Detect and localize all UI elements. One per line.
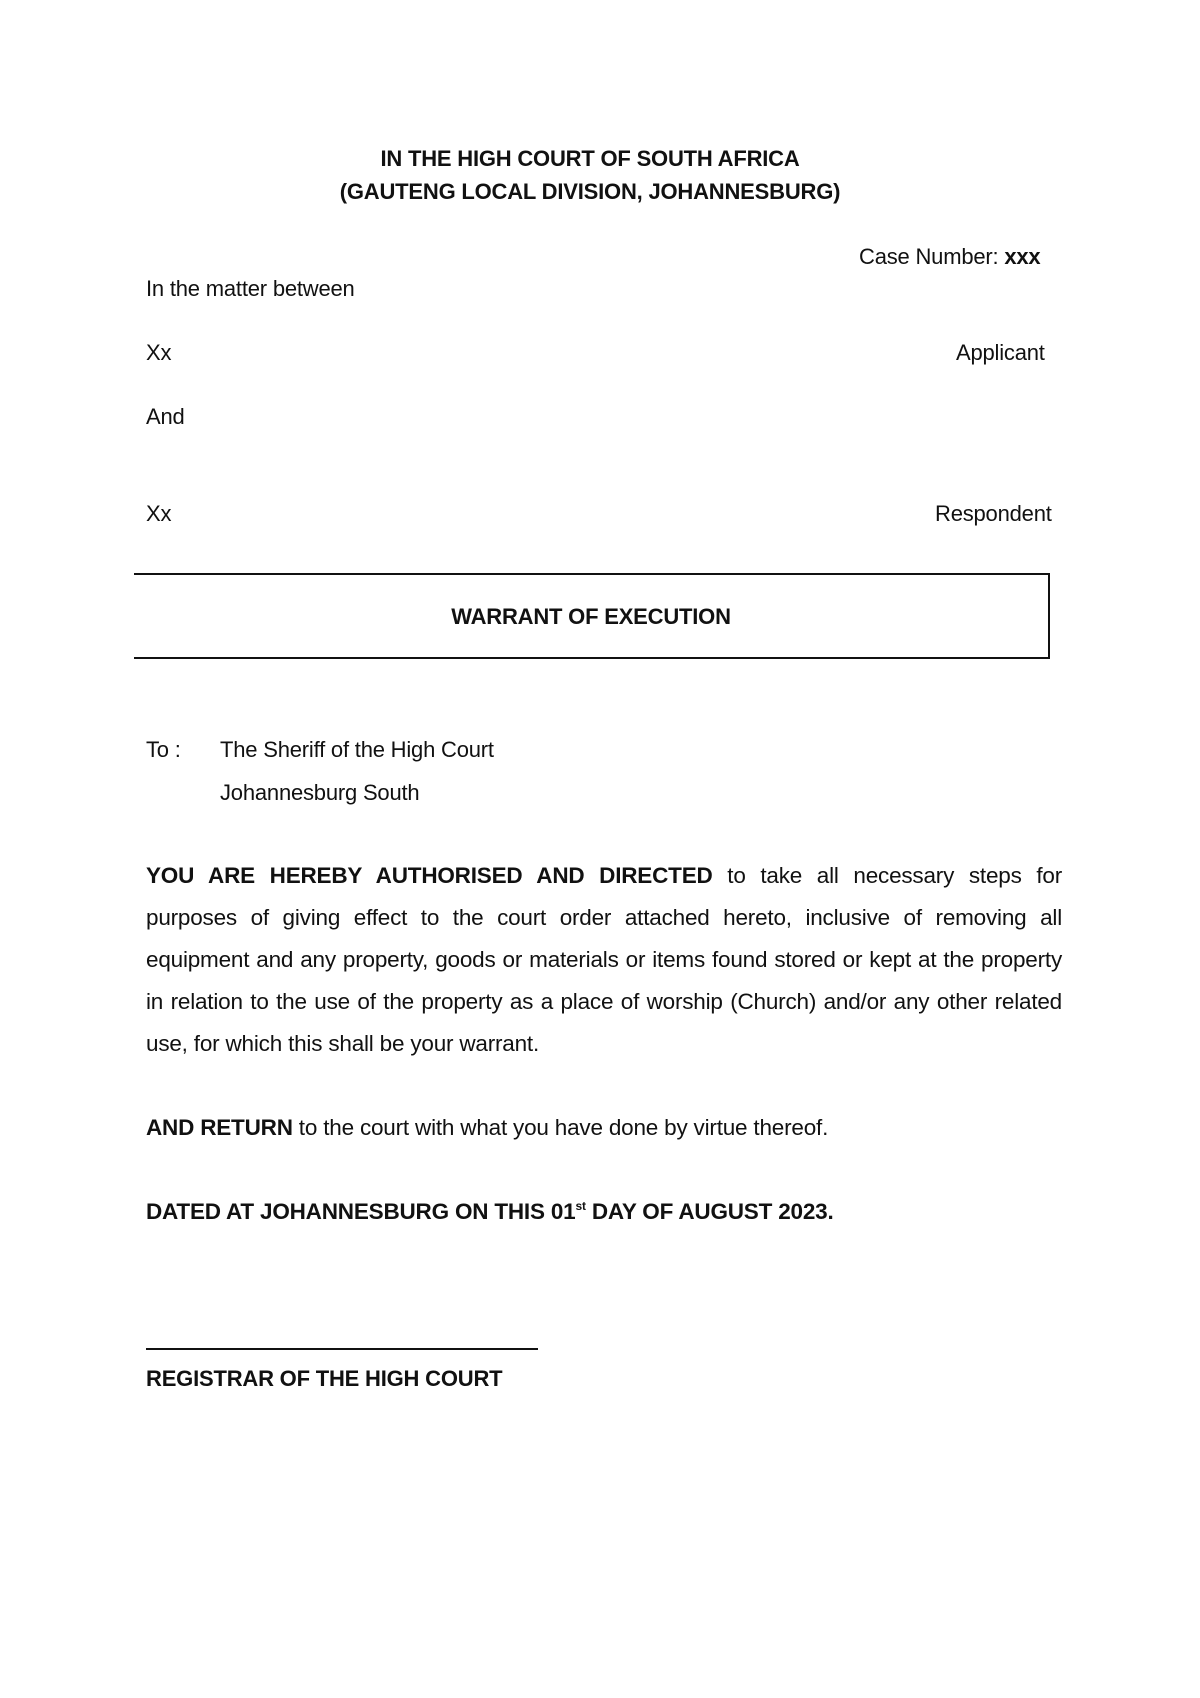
dated-after: DAY OF AUGUST 2023.: [585, 1199, 834, 1224]
addressee-line-2: Johannesburg South: [220, 780, 420, 805]
signature-line: [146, 1348, 538, 1350]
applicant-name: Xx: [146, 340, 172, 365]
dated-line: [146, 1199, 834, 1225]
return-body: to the court with what you have done by virtue thereof.: [292, 1115, 829, 1140]
addressee-line-1: The Sheriff of the High Court: [220, 737, 494, 762]
signatory-title: REGISTRAR OF THE HIGH COURT: [146, 1366, 503, 1391]
dated-before: DATED AT JOHANNESBURG ON THIS 01: [146, 1199, 576, 1224]
court-division: (GAUTENG LOCAL DIVISION, JOHANNESBURG): [339, 179, 841, 204]
return-lead: AND RETURN: [146, 1115, 293, 1140]
return-clause: [146, 1115, 828, 1141]
respondent-role: Respondent: [935, 501, 1052, 526]
case-number-value: xxx: [1004, 244, 1041, 269]
matter-intro: In the matter between: [146, 276, 355, 301]
directive-lead: YOU ARE HEREBY AUTHORISED AND DIRECTED: [146, 863, 713, 888]
parties-conjunction: And: [146, 404, 185, 429]
directive-paragraph: [146, 855, 1062, 1065]
addressee-label: To :: [146, 737, 181, 762]
document-title: WARRANT OF EXECUTION: [451, 604, 731, 629]
case-number: [859, 244, 1040, 270]
applicant-role: Applicant: [956, 340, 1045, 365]
respondent-name: Xx: [146, 501, 172, 526]
dated-ordinal-suffix: st: [575, 1199, 586, 1213]
directive-body: to take all necessary steps for purposes of giving effect to the court order attached hereto, inclusive of removing all equipment and any property, goods or materials or items found stored or kept at the property in relation to the use of the property as a place of worship (Church) and/or any other related use, for which this shall be your warrant.: [146, 863, 1062, 1056]
case-number-label: Case Number:: [859, 244, 999, 269]
court-name: IN THE HIGH COURT OF SOUTH AFRICA: [380, 146, 800, 171]
document-title-box: [134, 573, 1050, 659]
